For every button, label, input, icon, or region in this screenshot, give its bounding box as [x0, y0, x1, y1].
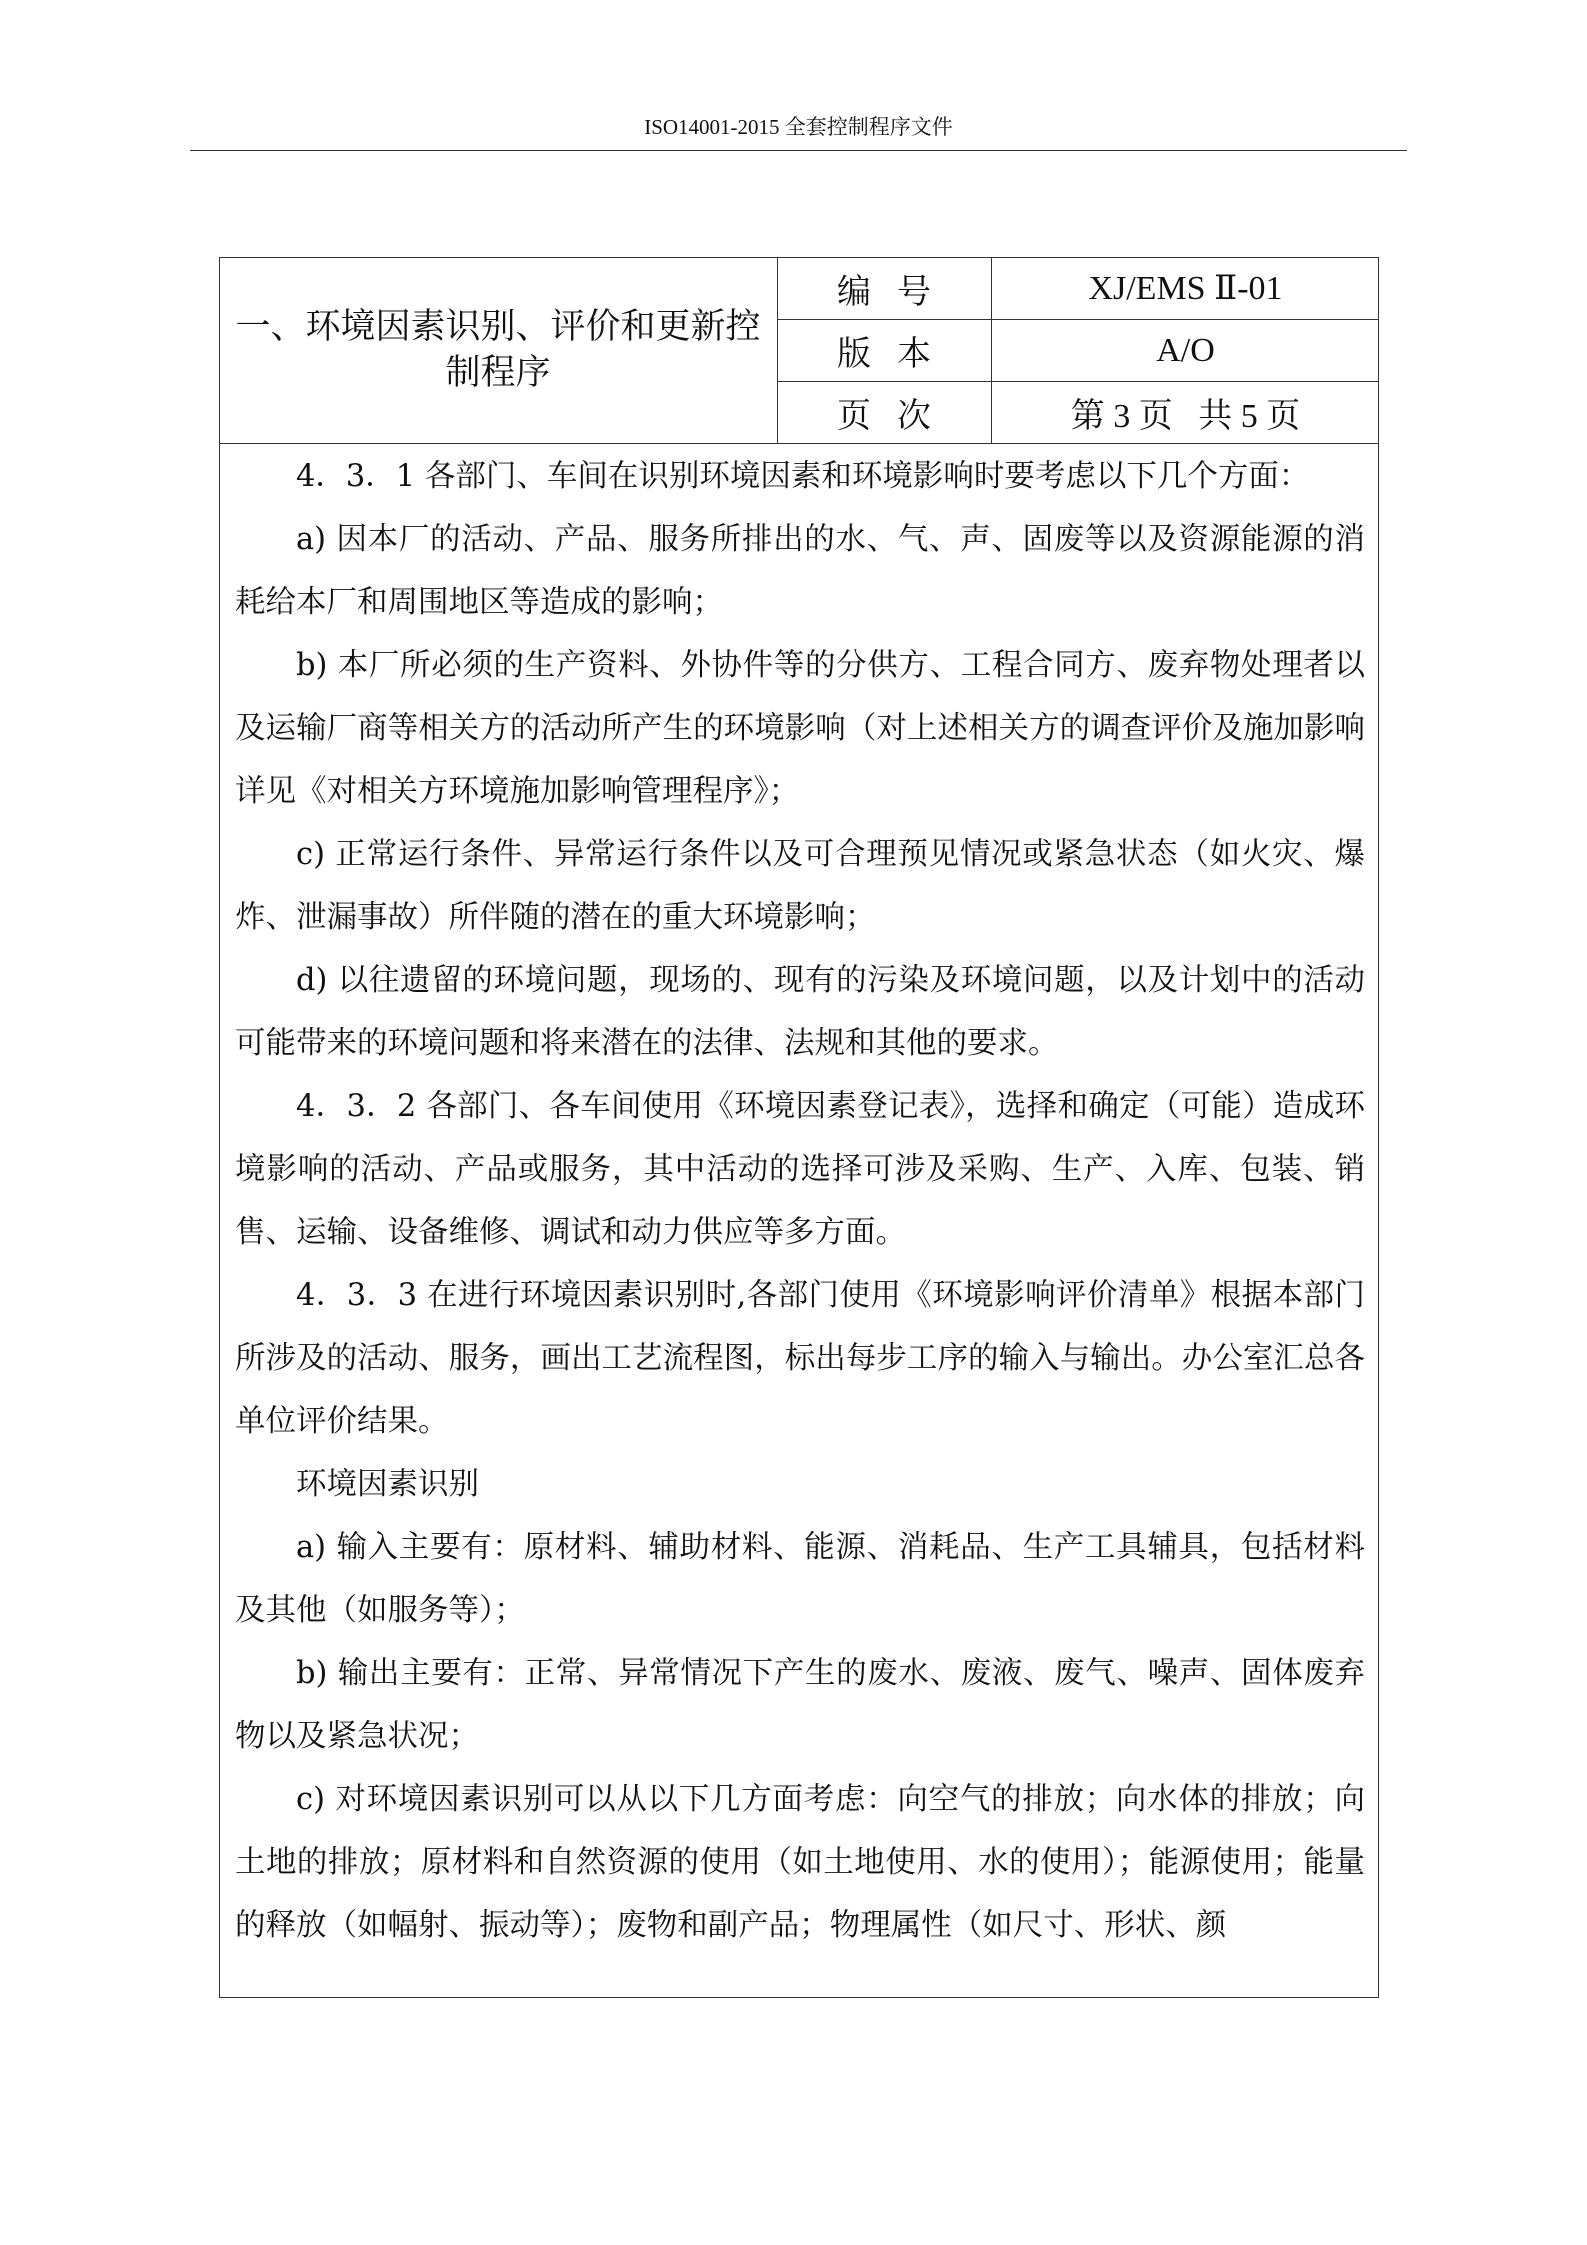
meta-value: A/O	[1156, 331, 1215, 369]
paragraph: 4．3．1 各部门、车间在识别环境因素和环境影响时要考虑以下几个方面：	[296, 459, 1310, 494]
meta-row-page	[777, 382, 1379, 444]
running-header: ISO14001-2015 全套控制程序文件	[644, 115, 953, 139]
body-text	[235, 445, 1365, 1957]
paragraph: c) 对环境因素识别可以从以下几方面考虑：向空气的排放；向水体的排放；向土地的排放；原材料和自然资源的使用（如土地使用、水的使用）；能源使用；能量的释放（如幅射、振动等）；废物和副产品；物理属性（如尺寸、形状、颜	[235, 1782, 1365, 1943]
paragraph: b) 输出主要有：正常、异常情况下产生的废水、废液、废气、噪声、固体废弃物以及紧急状况；	[235, 1656, 1365, 1754]
paragraph: c) 正常运行条件、异常运行条件以及可合理预见情况或紧急状态（如火灾、爆炸、泄漏事故）所伴随的潜在的重大环境影响；	[235, 837, 1365, 935]
meta-row-version	[777, 320, 1379, 382]
meta-label: 版本	[777, 320, 992, 381]
meta-row-number	[777, 257, 1379, 320]
document-title: 一、环境因素识别、评价和更新控制程序	[235, 307, 761, 393]
meta-value: 第 3 页 共 5 页	[1070, 398, 1301, 435]
paragraph: a) 因本厂的活动、产品、服务所排出的水、气、声、固废等以及资源能源的消耗给本厂和周围地区等造成的影响；	[235, 522, 1365, 620]
title-cell	[219, 257, 778, 444]
paragraph: a) 输入主要有：原材料、辅助材料、能源、消耗品、生产工具辅具，包括材料及其他（如服务等）；	[235, 1530, 1365, 1628]
section-heading: 环境因素识别	[296, 1467, 479, 1502]
paragraph: 4．3．2 各部门、各车间使用《环境因素登记表》，选择和确定（可能）造成环境影响的活动、产品或服务，其中活动的选择可涉及采购、生产、入库、包装、销售、运输、设备维修、调试和动力供应等多方面。	[235, 1089, 1365, 1250]
header-rule	[190, 150, 1407, 151]
meta-label: 页次	[777, 382, 992, 443]
paragraph: 4．3．3 在进行环境因素识别时,各部门使用《环境影响评价清单》根据本部门所涉及的活动、服务，画出工艺流程图，标出每步工序的输入与输出。办公室汇总各单位评价结果。	[235, 1278, 1365, 1439]
paragraph: b) 本厂所必须的生产资料、外协件等的分供方、工程合同方、废弃物处理者以及运输厂商等相关方的活动所产生的环境影响（对上述相关方的调查评价及施加影响详见《对相关方环境施加影响管理程序》；	[235, 648, 1365, 809]
meta-table	[777, 257, 1379, 444]
meta-value: XJ/EMS Ⅱ-01	[1088, 270, 1283, 307]
paragraph: d) 以往遗留的环境问题，现场的、现有的污染及环境问题，以及计划中的活动可能带来的环境问题和将来潜在的法律、法规和其他的要求。	[235, 963, 1365, 1061]
meta-label: 编号	[777, 257, 992, 319]
